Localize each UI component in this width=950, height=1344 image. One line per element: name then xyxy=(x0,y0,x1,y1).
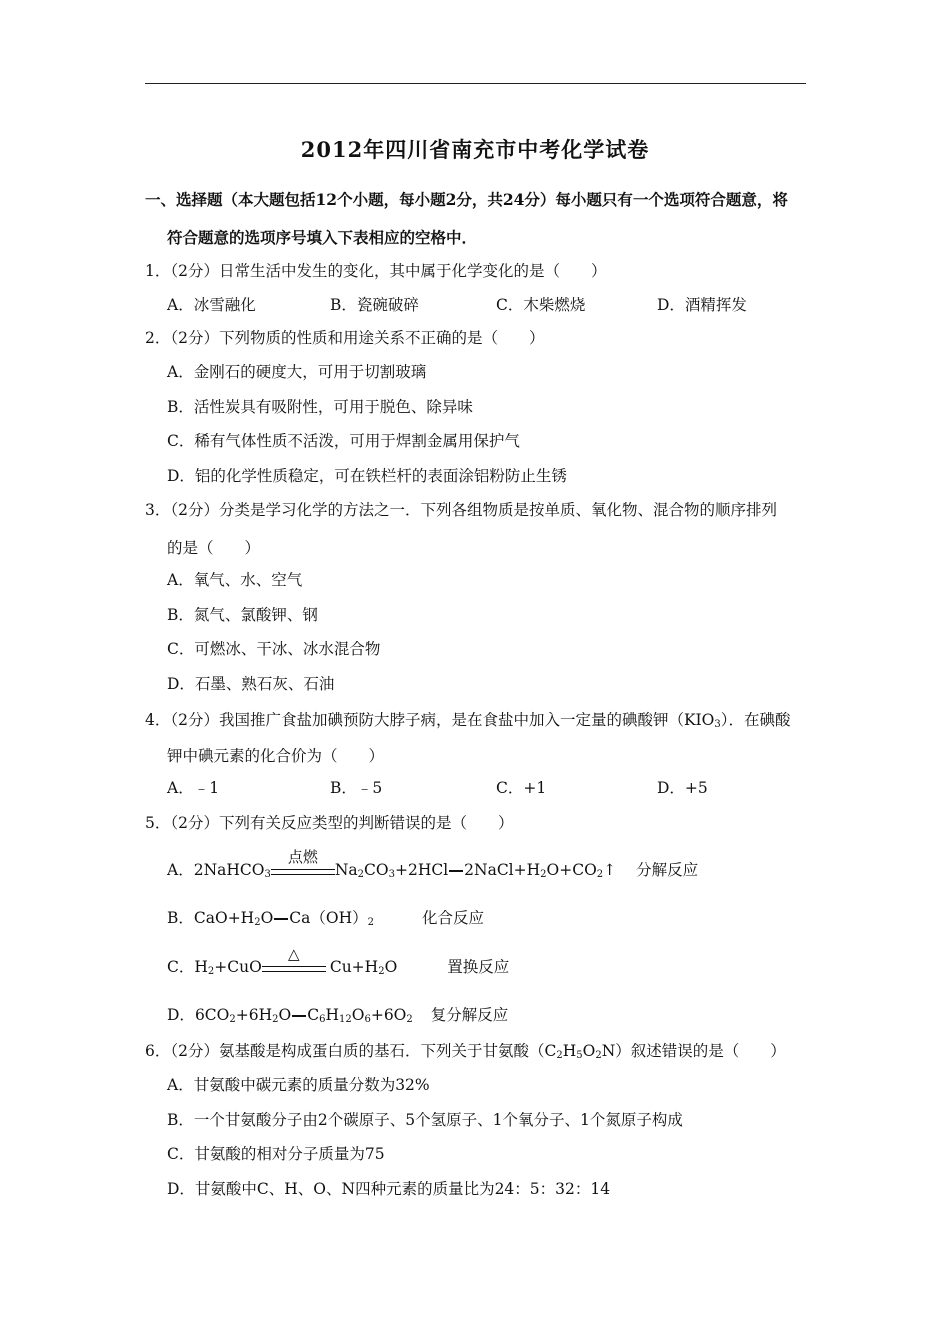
subscript: 12 xyxy=(339,1014,352,1025)
q4-option-b: B．﹣5 xyxy=(330,779,383,797)
q5-option-a xyxy=(167,848,699,880)
subscript: 3 xyxy=(264,869,271,880)
subscript: 2 xyxy=(596,869,604,880)
reaction-condition-arrow xyxy=(262,945,326,972)
q2-option-b: B．活性炭具有吸附性，可用于脱色、除异味 xyxy=(167,398,473,416)
equation-part: Ca（OH） xyxy=(289,909,368,927)
q4-option-a: A．﹣1 xyxy=(167,779,220,797)
reaction-condition: 点燃 xyxy=(287,848,318,866)
subscript: 6 xyxy=(364,1014,371,1025)
q4-subscript: 3 xyxy=(714,719,721,730)
equation-part: O xyxy=(351,1006,365,1024)
q1-option-b: B．瓷碗破碎 xyxy=(330,296,419,314)
equation-product: Na xyxy=(334,861,358,879)
reaction-type: 化合反应 xyxy=(422,909,485,927)
header-rule xyxy=(145,83,806,84)
subscript: 2 xyxy=(556,1050,563,1061)
equation-reactant: 2NaHCO xyxy=(193,861,265,879)
equation-part: Cu+H xyxy=(329,958,379,976)
q4-option-d: D．+5 xyxy=(657,779,708,797)
section-heading-cont: 符合题意的选项序号填入下表相应的空格中． xyxy=(167,228,478,247)
subscript: 3 xyxy=(388,869,395,880)
equation-part: 6CO xyxy=(194,1006,230,1024)
equation-part: O xyxy=(582,1042,596,1060)
option-label: A． xyxy=(167,861,194,879)
q5-option-c xyxy=(167,945,510,977)
q4-option-c: C．+1 xyxy=(496,779,547,797)
equals-sign xyxy=(292,1015,306,1017)
question-4-stem xyxy=(145,710,791,730)
equals-sign xyxy=(449,870,463,872)
gas-arrow: ↑ xyxy=(603,861,617,879)
reaction-type: 复分解反应 xyxy=(430,1006,509,1024)
q6-stem-text-end: N）叙述错误的是（ ） xyxy=(601,1042,786,1060)
equation-part: +6H xyxy=(235,1006,273,1024)
equation-part: 2NaCl+H xyxy=(464,861,541,879)
equation-part: +6O xyxy=(370,1006,407,1024)
subscript: 5 xyxy=(576,1050,583,1061)
subscript: 2 xyxy=(378,966,385,977)
q6-option-a: A．甘氨酸中碳元素的质量分数为32% xyxy=(167,1076,430,1094)
q6-option-c: C．甘氨酸的相对分子质量为75 xyxy=(167,1145,385,1163)
reaction-type: 分解反应 xyxy=(636,861,699,879)
equation-part: CaO+H xyxy=(193,909,255,927)
reaction-condition-arrow xyxy=(271,848,335,875)
subscript: 2 xyxy=(254,917,261,928)
subscript: 2 xyxy=(207,966,215,977)
equation-part: O xyxy=(384,958,398,976)
q2-option-a: A．金刚石的硬度大，可用于切割玻璃 xyxy=(167,363,427,381)
q3-option-c: C．可燃冰、干冰、冰水混合物 xyxy=(167,640,381,658)
equation-part: +CuO xyxy=(214,958,262,976)
question-2-stem: 2．（2分）下列物质的性质和用途关系不正确的是（ ） xyxy=(145,329,545,347)
subscript: 2 xyxy=(272,1014,279,1025)
question-6-stem xyxy=(145,1041,786,1061)
subscript: 2 xyxy=(540,869,547,880)
q3-option-d: D．石墨、熟石灰、石油 xyxy=(167,675,335,693)
q4-stem-text: 4．（2分）我国推广食盐加碘预防大脖子病，是在食盐中加入一定量的碘酸钾（KIO xyxy=(145,711,715,729)
q3-option-b: B．氮气、氯酸钾、钢 xyxy=(167,606,318,624)
question-1-stem: 1．（2分）日常生活中发生的变化，其中属于化学变化的是（ ） xyxy=(145,262,607,280)
q5-option-b xyxy=(167,908,484,928)
subscript: 2 xyxy=(229,1014,236,1025)
subscript: 2 xyxy=(595,1050,602,1061)
option-label: C． xyxy=(167,958,195,976)
reaction-type: 置换反应 xyxy=(447,958,510,976)
q6-option-d: D．甘氨酸中C、H、O、N四种元素的质量比为24：5：32：14 xyxy=(167,1180,611,1198)
equation-part: H xyxy=(325,1006,339,1024)
option-label: B． xyxy=(167,909,194,927)
equation-part: H xyxy=(194,958,208,976)
subscript: 2 xyxy=(367,917,374,928)
question-5-stem: 5．（2分）下列有关反应类型的判断错误的是（ ） xyxy=(145,814,514,832)
equals-sign xyxy=(274,918,288,920)
equation-part: +2HCl xyxy=(394,861,449,879)
q4-stem-text-end: ）．在碘酸 xyxy=(720,711,791,729)
q5-option-d xyxy=(167,1005,508,1025)
subscript: 2 xyxy=(406,1014,413,1025)
subscript: 6 xyxy=(319,1014,326,1025)
q2-option-d: D．铝的化学性质稳定，可在铁栏杆的表面涂铝粉防止生锈 xyxy=(167,467,567,485)
equation-part: O xyxy=(278,1006,292,1024)
q3-option-a: A．氧气、水、空气 xyxy=(167,571,303,589)
heat-symbol: △ xyxy=(288,945,300,963)
page-title: 2012年四川省南充市中考化学试卷 xyxy=(300,137,650,162)
equation-part: O+CO xyxy=(546,861,597,879)
question-3-stem: 3．（2分）分类是学习化学的方法之一．下列各组物质是按单质、氧化物、混合物的顺序排列 xyxy=(145,501,777,519)
question-3-stem-cont: 的是（ ） xyxy=(167,539,261,557)
q1-option-c: C．木柴燃烧 xyxy=(496,296,586,314)
q1-option-a: A．冰雪融化 xyxy=(167,296,256,314)
equation-part: CO xyxy=(364,861,389,879)
equation-part: H xyxy=(562,1042,577,1060)
equation-part: O xyxy=(260,909,274,927)
q6-stem-text: 6．（2分）氨基酸是构成蛋白质的基石．下列关于甘氨酸（C xyxy=(145,1042,557,1060)
q6-option-b: B．一个甘氨酸分子由2个碳原子、5个氢原子、1个氧分子、1个氮原子构成 xyxy=(167,1111,683,1129)
question-4-stem-cont: 钾中碘元素的化合价为（ ） xyxy=(167,747,385,765)
option-label: D． xyxy=(167,1006,195,1024)
equation-part: C xyxy=(307,1006,320,1024)
section-heading: 一、选择题（本大题包括12个小题，每小题2分，共24分）每小题只有一个选项符合题意，将 xyxy=(145,190,788,209)
subscript: 2 xyxy=(357,869,365,880)
q2-option-c: C．稀有气体性质不活泼，可用于焊割金属用保护气 xyxy=(167,432,520,450)
q1-option-d: D．酒精挥发 xyxy=(657,296,747,314)
